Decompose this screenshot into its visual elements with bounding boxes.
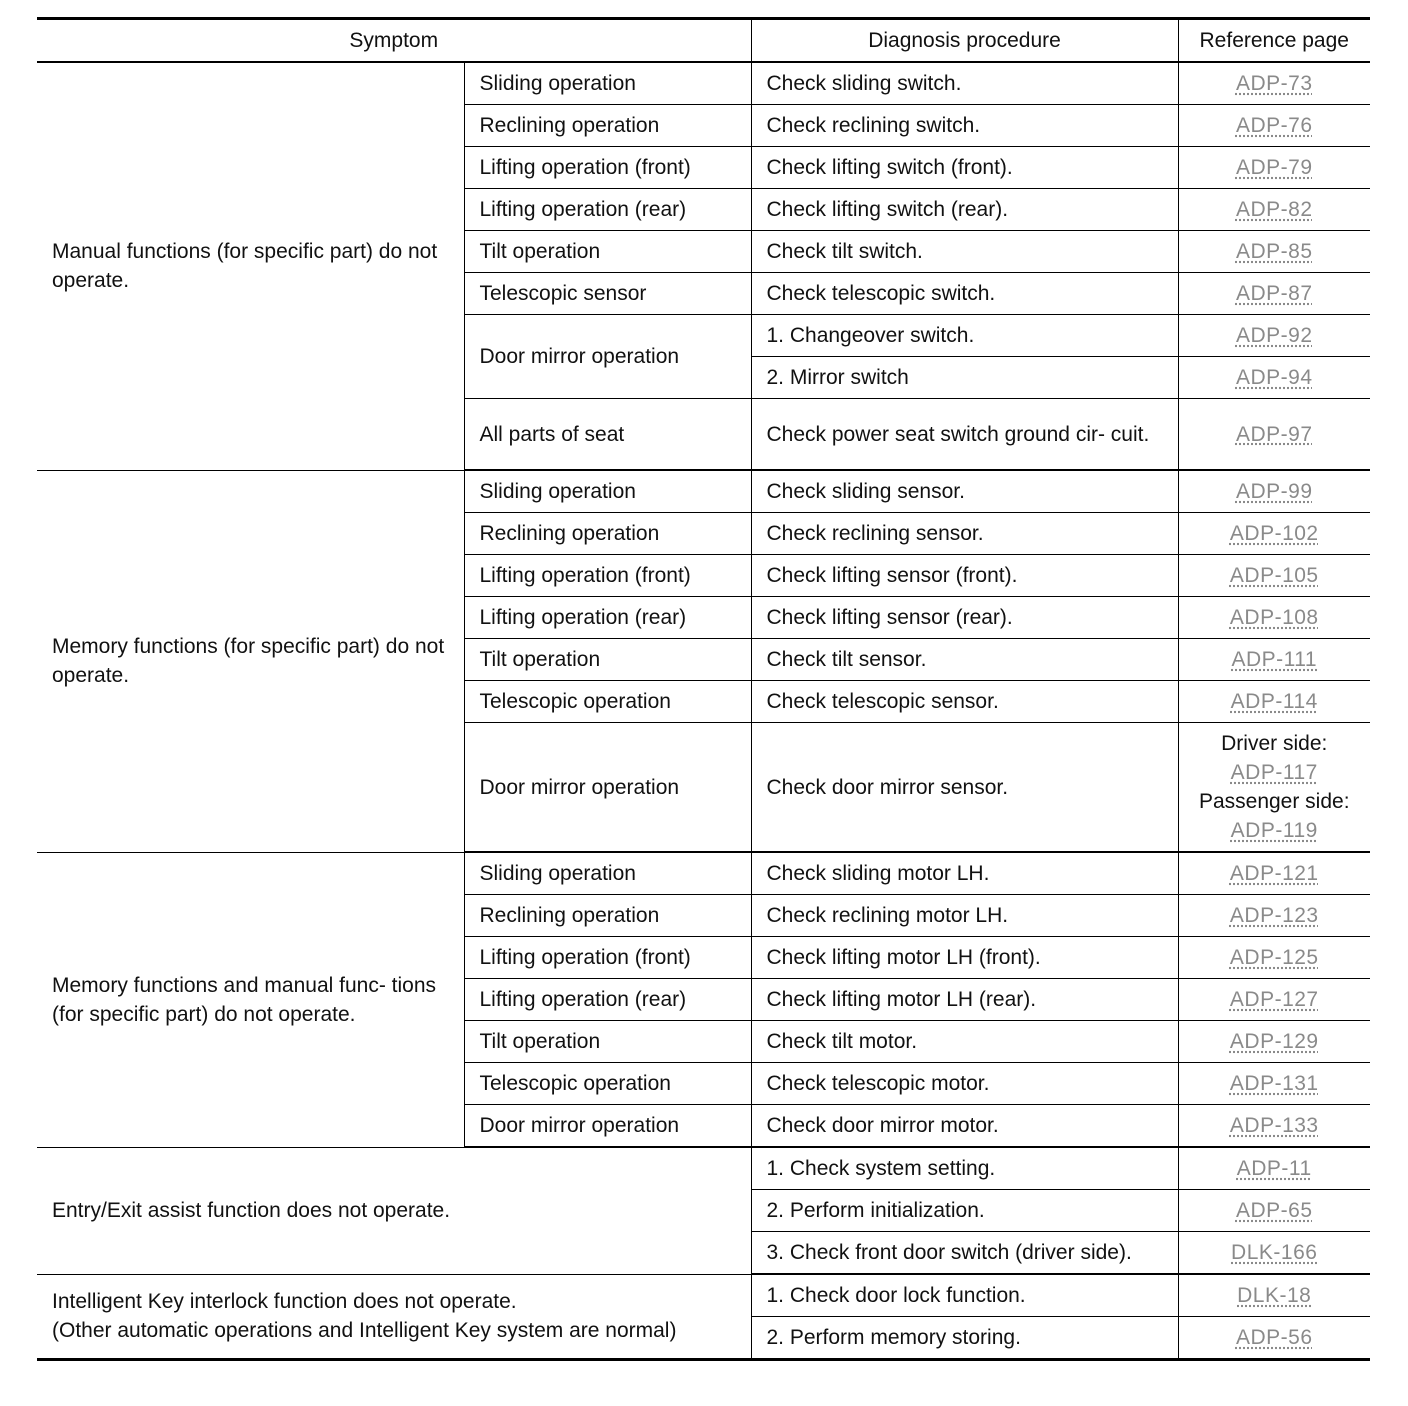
reference-cell xyxy=(1178,470,1370,513)
reference-link[interactable]: ADP-73 xyxy=(1235,72,1313,95)
reference-cell xyxy=(1178,273,1370,315)
reference-link[interactable]: ADP-121 xyxy=(1229,862,1319,885)
procedure-cell: Check reclining switch. xyxy=(751,105,1178,147)
reference-cell xyxy=(1178,1190,1370,1232)
reference-link[interactable]: ADP-129 xyxy=(1229,1030,1319,1053)
header-reference-page: Reference page xyxy=(1178,19,1370,63)
procedure-cell: Check lifting switch (rear). xyxy=(751,189,1178,231)
procedure-cell: Check lifting sensor (front). xyxy=(751,555,1178,597)
reference-cell xyxy=(1178,105,1370,147)
header-symptom: Symptom xyxy=(37,19,751,63)
procedure-cell: Check lifting motor LH (rear). xyxy=(751,979,1178,1021)
procedure-cell: Check reclining sensor. xyxy=(751,513,1178,555)
reference-cell xyxy=(1178,147,1370,189)
reference-cell xyxy=(1178,315,1370,357)
procedure-cell: Check telescopic switch. xyxy=(751,273,1178,315)
procedure-cell: 2. Perform memory storing. xyxy=(751,1317,1178,1360)
procedure-cell: Check power seat switch ground cir- cuit. xyxy=(751,399,1178,471)
table-row xyxy=(37,470,1370,513)
reference-link[interactable]: ADP-65 xyxy=(1235,1199,1313,1222)
reference-link[interactable]: ADP-131 xyxy=(1229,1072,1319,1095)
procedure-cell: 3. Check front door switch (driver side). xyxy=(751,1232,1178,1275)
procedure-cell: Check door mirror motor. xyxy=(751,1105,1178,1148)
table-row xyxy=(37,1147,1370,1190)
reference-cell xyxy=(1178,62,1370,105)
reference-link[interactable]: DLK-18 xyxy=(1237,1284,1312,1307)
reference-cell xyxy=(1178,1021,1370,1063)
table-header-row xyxy=(37,19,1370,63)
reference-link[interactable]: ADP-94 xyxy=(1235,366,1313,389)
symptom-cell: Memory functions and manual func- tions (for specific part) do not operate. xyxy=(37,852,464,1147)
reference-cell xyxy=(1178,723,1370,853)
header-diagnosis-procedure: Diagnosis procedure xyxy=(751,19,1178,63)
procedure-cell: Check tilt sensor. xyxy=(751,639,1178,681)
procedure-cell: Check telescopic sensor. xyxy=(751,681,1178,723)
part-cell: Sliding operation xyxy=(464,62,751,105)
symptom-cell: Memory functions (for specific part) do not operate. xyxy=(37,470,464,852)
part-cell: Lifting operation (front) xyxy=(464,555,751,597)
part-cell: Reclining operation xyxy=(464,105,751,147)
part-cell: Tilt operation xyxy=(464,639,751,681)
reference-link[interactable]: ADP-76 xyxy=(1235,114,1313,137)
procedure-cell: Check sliding motor LH. xyxy=(751,852,1178,895)
reference-cell xyxy=(1178,1232,1370,1275)
symptom-line: (Other automatic operations and Intelligent Key system are normal) xyxy=(52,1319,677,1343)
reference-link[interactable]: ADP-123 xyxy=(1229,904,1319,927)
reference-cell xyxy=(1178,895,1370,937)
reference-cell xyxy=(1178,1147,1370,1190)
diagnosis-table xyxy=(37,17,1370,1361)
part-cell: Reclining operation xyxy=(464,513,751,555)
reference-link[interactable]: ADP-117 xyxy=(1230,761,1318,784)
reference-cell xyxy=(1178,639,1370,681)
reference-link[interactable]: ADP-56 xyxy=(1235,1326,1313,1349)
part-cell: Door mirror operation xyxy=(464,315,751,399)
reference-link[interactable]: ADP-133 xyxy=(1229,1114,1319,1137)
reference-cell xyxy=(1178,357,1370,399)
part-cell: Reclining operation xyxy=(464,895,751,937)
procedure-cell: Check sliding sensor. xyxy=(751,470,1178,513)
procedure-cell: Check telescopic motor. xyxy=(751,1063,1178,1105)
part-cell: Lifting operation (front) xyxy=(464,147,751,189)
reference-cell xyxy=(1178,937,1370,979)
reference-link[interactable]: ADP-111 xyxy=(1231,648,1318,671)
part-cell: Lifting operation (rear) xyxy=(464,979,751,1021)
reference-cell xyxy=(1178,852,1370,895)
part-cell: Telescopic operation xyxy=(464,681,751,723)
procedure-cell: Check lifting switch (front). xyxy=(751,147,1178,189)
reference-cell xyxy=(1178,681,1370,723)
reference-link[interactable]: ADP-114 xyxy=(1230,690,1318,713)
reference-link[interactable]: ADP-97 xyxy=(1235,422,1313,446)
part-cell: Lifting operation (front) xyxy=(464,937,751,979)
procedure-cell: Check door mirror sensor. xyxy=(751,723,1178,853)
reference-cell xyxy=(1178,979,1370,1021)
symptom-cell xyxy=(37,1274,751,1360)
part-cell: Sliding operation xyxy=(464,470,751,513)
reference-cell xyxy=(1178,189,1370,231)
part-cell: Telescopic sensor xyxy=(464,273,751,315)
procedure-cell: Check reclining motor LH. xyxy=(751,895,1178,937)
part-cell: Tilt operation xyxy=(464,1021,751,1063)
reference-cell xyxy=(1178,1063,1370,1105)
reference-link[interactable]: ADP-99 xyxy=(1235,480,1313,503)
part-cell: Tilt operation xyxy=(464,231,751,273)
reference-link[interactable]: ADP-85 xyxy=(1235,240,1313,263)
reference-cell xyxy=(1178,1274,1370,1317)
reference-link[interactable]: ADP-82 xyxy=(1235,198,1313,221)
reference-cell xyxy=(1178,513,1370,555)
reference-cell xyxy=(1178,231,1370,273)
table-row xyxy=(37,1274,1370,1317)
symptom-cell: Manual functions (for specific part) do not operate. xyxy=(37,62,464,470)
part-cell: Door mirror operation xyxy=(464,1105,751,1148)
reference-cell xyxy=(1178,1317,1370,1360)
part-cell: Lifting operation (rear) xyxy=(464,597,751,639)
procedure-cell: 1. Check door lock function. xyxy=(751,1274,1178,1317)
part-cell: Sliding operation xyxy=(464,852,751,895)
procedure-cell: Check tilt switch. xyxy=(751,231,1178,273)
table-row xyxy=(37,852,1370,895)
reference-link[interactable]: ADP-92 xyxy=(1235,324,1313,347)
procedure-cell: Check sliding switch. xyxy=(751,62,1178,105)
procedure-cell: Check lifting motor LH (front). xyxy=(751,937,1178,979)
part-cell: Lifting operation (rear) xyxy=(464,189,751,231)
reference-cell xyxy=(1178,555,1370,597)
symptom-line: Intelligent Key interlock function does not operate. xyxy=(52,1290,517,1314)
reference-link[interactable]: ADP-119 xyxy=(1230,819,1318,842)
reference-cell xyxy=(1178,1105,1370,1148)
procedure-cell: Check lifting sensor (rear). xyxy=(751,597,1178,639)
reference-link[interactable]: ADP-105 xyxy=(1229,564,1319,587)
procedure-cell: 2. Mirror switch xyxy=(751,357,1178,399)
part-cell: All parts of seat xyxy=(464,399,751,471)
procedure-cell: 1. Check system setting. xyxy=(751,1147,1178,1190)
reference-link[interactable]: ADP-127 xyxy=(1229,988,1319,1011)
procedure-cell: 2. Perform initialization. xyxy=(751,1190,1178,1232)
reference-link[interactable]: ADP-102 xyxy=(1229,522,1319,545)
reference-link[interactable]: ADP-11 xyxy=(1236,1157,1312,1180)
reference-cell xyxy=(1178,597,1370,639)
passenger-side-label: Passenger side: xyxy=(1198,790,1350,813)
symptom-cell: Entry/Exit assist function does not operate. xyxy=(37,1147,751,1274)
procedure-cell: 1. Changeover switch. xyxy=(751,315,1178,357)
reference-link[interactable]: DLK-166 xyxy=(1231,1241,1318,1264)
part-cell: Telescopic operation xyxy=(464,1063,751,1105)
table-row xyxy=(37,62,1370,105)
reference-link[interactable]: ADP-87 xyxy=(1235,282,1313,305)
procedure-cell: Check tilt motor. xyxy=(751,1021,1178,1063)
reference-cell xyxy=(1178,399,1370,471)
driver-side-label: Driver side: xyxy=(1221,732,1328,755)
reference-link[interactable]: ADP-125 xyxy=(1229,946,1319,969)
part-cell: Door mirror operation xyxy=(464,723,751,853)
reference-link[interactable]: ADP-108 xyxy=(1229,606,1319,629)
reference-link[interactable]: ADP-79 xyxy=(1235,156,1313,179)
